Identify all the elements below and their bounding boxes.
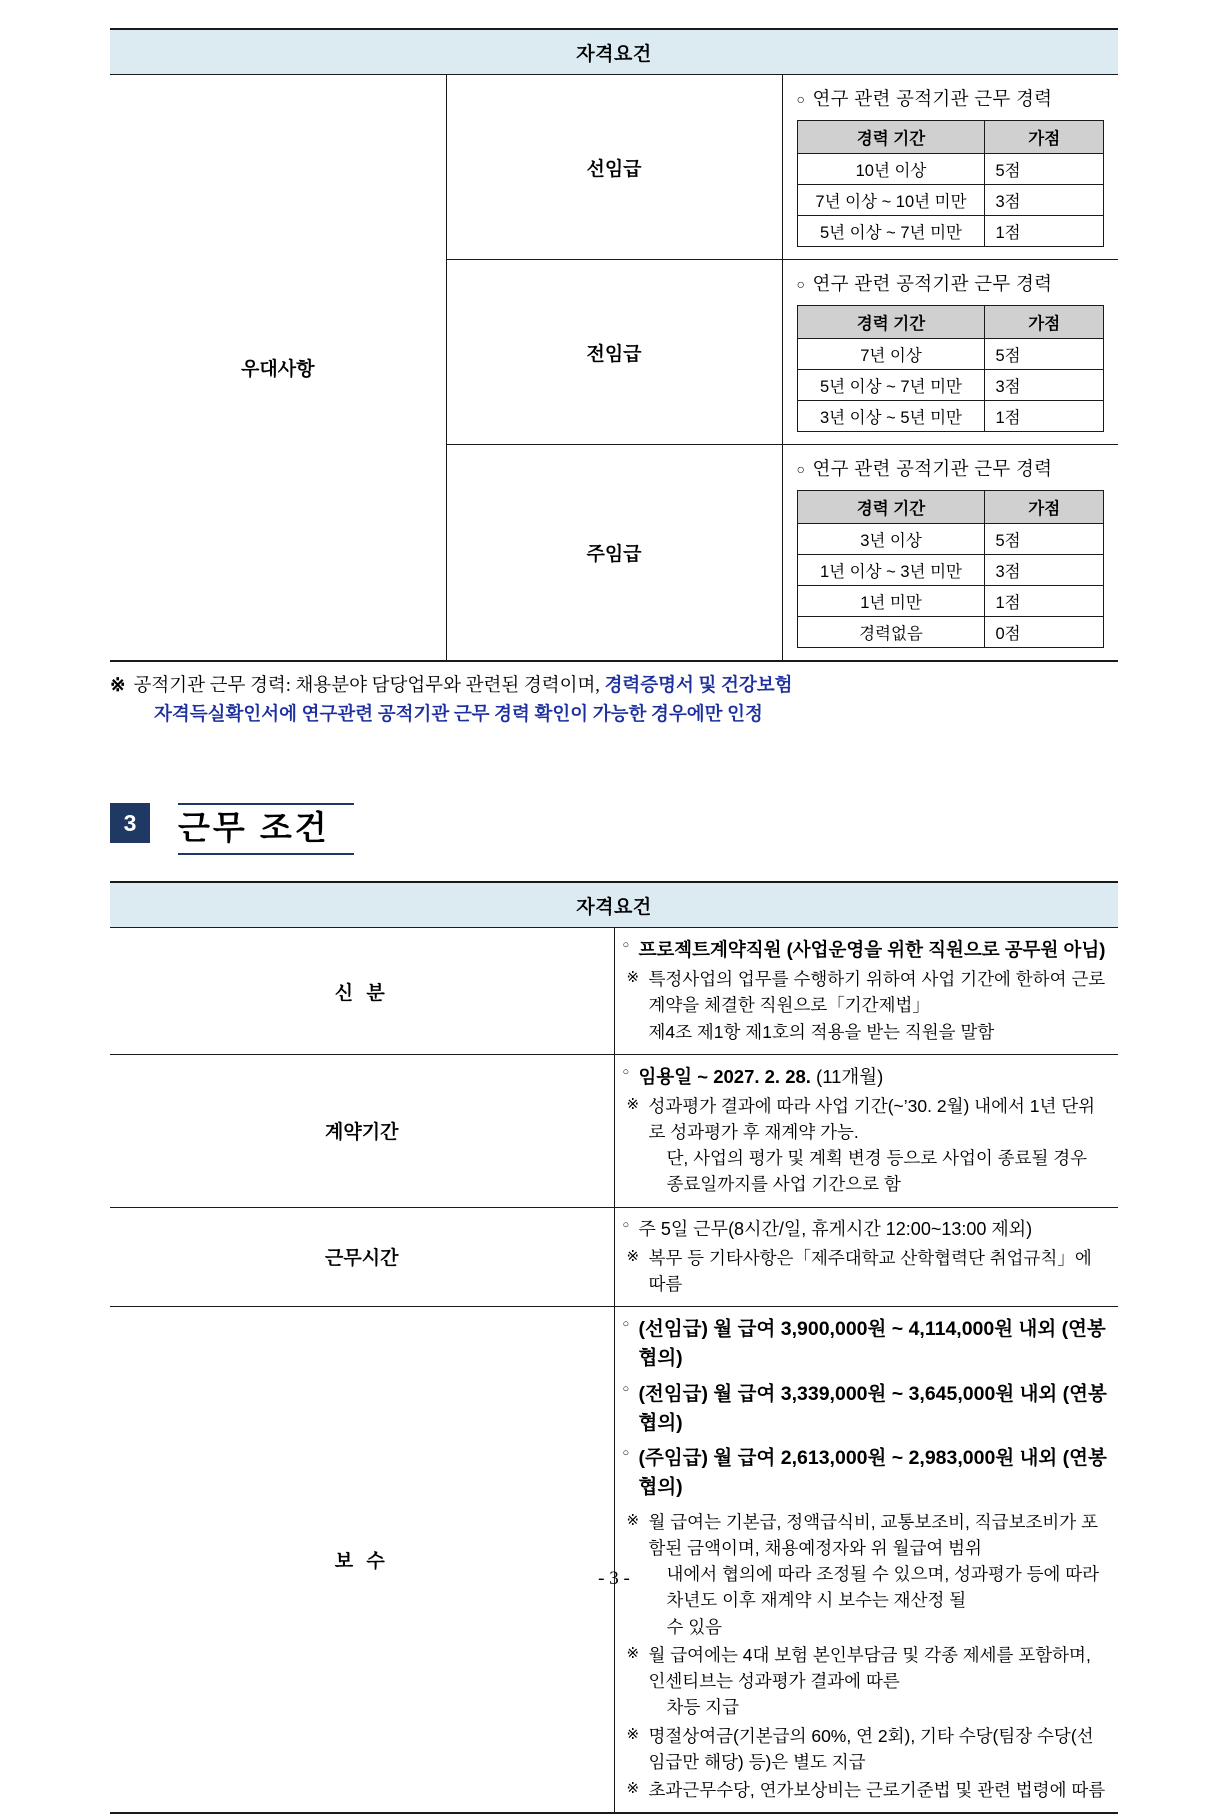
cell-period: 3년 이상 [797,524,985,555]
row-label-contract-period: 계약기간 [110,1054,614,1207]
page-number: - 3 - [598,1568,630,1589]
list-item: ○ (전임급) 월 급여 3,339,000원 ~ 3,645,000원 내외 (연봉 협의) [623,1380,1109,1439]
table-header-row [110,29,1118,75]
table-row [797,524,1104,555]
score-table-junior [797,490,1105,648]
row-content-salary [614,1307,1118,1814]
table-row [797,401,1104,432]
cell-points: 3점 [985,370,1104,401]
work-table-header: 자격요건 [110,882,1118,928]
score-table-full [797,305,1105,432]
row-label-status: 신 분 [110,928,614,1055]
rank-label-full: 전임급 [446,260,782,445]
note-mark-icon: ※ [110,676,126,696]
cell-points: 0점 [985,617,1104,648]
bullet-text: ○ 연구 관련 공적기관 근무 경력 [796,458,1053,479]
list-item: ※ 월 급여는 기본급, 정액급식비, 교통보조비, 직급보조비가 포함된 금액이며, 채용예정자와 위 월급여 범위 [623,1509,1109,1562]
table-row [797,555,1104,586]
table-row [797,370,1104,401]
col-points: 가점 [985,491,1104,524]
circle-bullet-icon: ○ [796,276,806,292]
col-period: 경력 기간 [797,306,985,339]
circle-bullet-icon: ○ [796,91,806,107]
list-item: 제4조 제1항 제1호의 적용을 받는 직원을 말함 [648,1021,995,1042]
col-period: 경력 기간 [797,491,985,524]
preference-note [110,672,1118,729]
section-number: 3 [110,803,150,843]
list-item: ※ 성과평가 결과에 따라 사업 기간(~’30. 2월) 내에서 1년 단위로 성과평가 후 재계약 가능. [623,1093,1109,1146]
section-heading [110,787,1118,849]
row-label-work-hours: 근무시간 [110,1207,614,1307]
cell-points: 1점 [985,216,1104,247]
bullet-text: ○ 연구 관련 공적기관 근무 경력 [796,88,1053,109]
list-item: 내에서 협의에 따라 조정될 수 있으며, 성과평가 등에 따라 차년도 이후 재계약 시 보수는 재산정 될 [666,1564,1100,1611]
table-header-row [797,306,1104,339]
cell-period: 7년 이상 [797,339,985,370]
rank-label-junior: 주임급 [446,445,782,662]
cell-points: 3점 [985,555,1104,586]
row-content-contract-period [614,1054,1118,1207]
table-row [110,1207,1118,1307]
row-label-salary: 보 수 [110,1307,614,1814]
col-points: 가점 [985,121,1104,154]
preference-row-label: 우대사항 [110,75,446,662]
cell-period: 5년 이상 ~ 7년 미만 [797,216,985,247]
heading-rule-top [178,803,354,805]
cell-period: 3년 이상 ~ 5년 미만 [797,401,985,432]
cell-period: 7년 이상 ~ 10년 미만 [797,185,985,216]
table-row [797,339,1104,370]
list-item: ※ 월 급여에는 4대 보험 본인부담금 및 각종 제세를 포함하며, 인센티브는 성과평가 결과에 따른 [623,1642,1109,1695]
circle-bullet-icon: ○ [796,461,806,477]
list-item: ○ (선임급) 월 급여 3,900,000원 ~ 4,114,000원 내외 (연봉 협의) [623,1315,1109,1374]
cell-period: 5년 이상 ~ 7년 미만 [797,370,985,401]
score-table-senior [797,120,1105,247]
table-row [797,216,1104,247]
list-item: ※ 명절상여금(기본급의 60%, 연 2회), 기타 수당(팀장 수당(선임급만 해당) 등)은 별도 지급 [623,1723,1109,1776]
table-header-row [797,491,1104,524]
cell-points: 5점 [985,154,1104,185]
section-title-wrap [168,808,354,850]
note-line2: 자격득실확인서에 연구관련 공적기관 근무 경력 확인이 가능한 경우에만 인정 [154,704,763,725]
row-content-status [614,928,1118,1055]
table-row [110,75,1118,260]
table-header-row [797,121,1104,154]
bullet-text: ○ 연구 관련 공적기관 근무 경력 [796,273,1053,294]
group-content-full [782,260,1118,445]
list-item: ※ 초과근무수당, 연가보상비는 근로기준법 및 관련 법령에 따름 [623,1777,1109,1803]
note-line1: 공적기관 근무 경력: 채용분야 담당업무와 관련된 경력이며, [133,676,600,696]
list-item: 수 있음 [666,1616,723,1637]
list-item: ○ 프로젝트계약직원 (사업운영을 위한 직원으로 공무원 아님) [623,936,1109,964]
table-row [797,185,1104,216]
list-item: ○ 임용일 ~ 2027. 2. 28. (11개월) [623,1063,1109,1091]
table-row [797,617,1104,648]
table-row [110,928,1118,1055]
cell-period: 1년 이상 ~ 3년 미만 [797,555,985,586]
note-line1-highlight: 경력증명서 및 건강보험 [604,676,793,696]
list-item: ○ 주 5일 근무(8시간/일, 휴게시간 12:00~13:00 제외) [623,1216,1109,1243]
table-row [110,1054,1118,1207]
row-content-work-hours [614,1207,1118,1307]
table-row [110,1307,1118,1814]
list-item: 단, 사업의 평가 및 계획 변경 등으로 사업이 종료될 경우 종료일까지를 사업 기간으로 함 [666,1148,1088,1195]
table-row [797,586,1104,617]
list-item: ※ 특정사업의 업무를 수행하기 위하여 사업 기간에 한하여 근로계약을 체결한 직원으로「기간제법」 [623,966,1109,1019]
group-content-senior [782,75,1118,260]
list-item: ※ 복무 등 기타사항은「제주대학교 산학협력단 취업규칙」에 따름 [623,1245,1109,1298]
list-item: ○ (주임급) 월 급여 2,613,000원 ~ 2,983,000원 내외 (연봉 협의) [623,1444,1109,1503]
cell-points: 5점 [985,339,1104,370]
cell-period: 1년 미만 [797,586,985,617]
col-period: 경력 기간 [797,121,985,154]
cell-period: 경력없음 [797,617,985,648]
cell-period: 10년 이상 [797,154,985,185]
col-points: 가점 [985,306,1104,339]
cell-points: 3점 [985,185,1104,216]
table-row [797,154,1104,185]
preference-table-header: 자격요건 [110,29,1118,75]
rank-label-senior: 선임급 [446,75,782,260]
cell-points: 1점 [985,401,1104,432]
cell-points: 1점 [985,586,1104,617]
work-conditions-table [110,881,1118,1814]
cell-points: 5점 [985,524,1104,555]
heading-rule-bottom [178,853,354,855]
group-content-junior [782,445,1118,662]
preference-table [110,28,1118,662]
page-title: 근무 조건 [178,808,330,846]
list-item: 차등 지급 [666,1697,739,1718]
table-header-row [110,882,1118,928]
